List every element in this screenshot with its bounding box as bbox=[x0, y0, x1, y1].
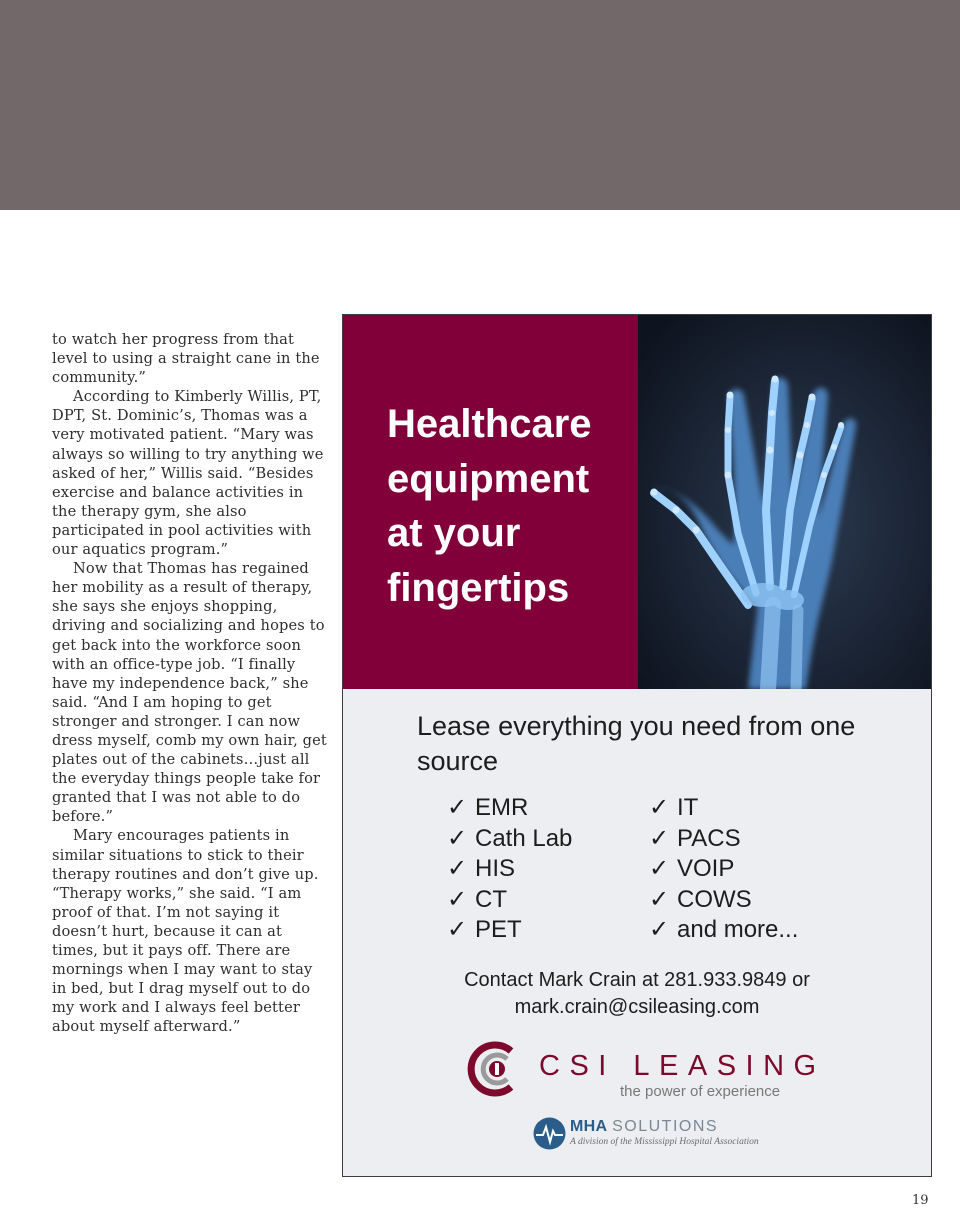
xray-hand-image bbox=[638, 315, 931, 689]
checklist-item bbox=[649, 915, 798, 946]
contact-email[interactable]: mark.crain@csileasing.com bbox=[514, 996, 760, 1018]
checkmark-icon: ✓ bbox=[447, 885, 468, 913]
ad-contact bbox=[343, 967, 931, 1021]
checklist-item bbox=[649, 793, 798, 824]
page-number: 19 bbox=[912, 1193, 929, 1208]
csi-logo-icon bbox=[467, 1039, 523, 1099]
checkmark-icon: ✓ bbox=[447, 855, 468, 882]
checkmark-icon: ✓ bbox=[649, 824, 670, 852]
checklist-item bbox=[447, 885, 572, 916]
checklist-item bbox=[649, 854, 798, 885]
article-paragraph: Mary encourages patients in similar situations to stick to their therapy routines and don’t give up. “Therapy works,” she said. “I am proof of that. I’m not saying it doesn’t hurt, because it can at times, but it pays off. There are mornings when I may want to stay in bed, but I drag myself out to do my work and I always feel better about myself afterward.” bbox=[52, 827, 319, 1036]
checklist-item-label: CT bbox=[475, 885, 507, 913]
partner-name bbox=[570, 1118, 718, 1136]
checklist-item bbox=[447, 915, 572, 946]
brand-tagline: the power of experience bbox=[620, 1083, 781, 1100]
checklist-item-label: COWS bbox=[677, 885, 752, 913]
checklist-item bbox=[649, 885, 798, 916]
checklist-item bbox=[447, 854, 572, 885]
article-paragraph: to watch her progress from that level to using a straight cane in the community.” bbox=[52, 331, 320, 387]
checklist-item-label: and more... bbox=[677, 916, 799, 943]
checklist-item-label: Cath Lab bbox=[475, 824, 573, 852]
contact-phone-line: Contact Mark Crain at 281.933.9849 or bbox=[464, 969, 810, 991]
mha-logo-icon bbox=[533, 1117, 566, 1150]
brand-name: CSI LEASING bbox=[539, 1050, 826, 1082]
partner-division: A division of the Mississippi Hospital Association bbox=[570, 1137, 759, 1147]
checklist-item-label: PET bbox=[475, 916, 522, 943]
checklist-item-label: IT bbox=[677, 794, 699, 821]
ad-checklist-right bbox=[649, 793, 798, 946]
ad-headline-panel bbox=[343, 315, 638, 689]
ad-lease-text: Lease everything you need from one source bbox=[417, 711, 856, 776]
partner-name-bold: MHA bbox=[570, 1118, 608, 1135]
article-paragraph: Now that Thomas has regained her mobility as a result of therapy, she says she enjoys shopping, driving and socializing and hopes to get back into the workforce soon with an office-type job. “I finally have my independence back,” she said. “And I am hoping to get stronger and stronger. I can now dress myself, comb my own hair, get plates out of the cabinets…just all the everyday things people take for granted that I was not able to do before.” bbox=[52, 560, 327, 826]
checklist-item-label: HIS bbox=[475, 855, 516, 882]
advertisement bbox=[342, 314, 932, 1177]
header-band bbox=[0, 0, 960, 210]
article-column bbox=[52, 330, 328, 1036]
checkmark-icon: ✓ bbox=[649, 885, 670, 913]
checklist-item-label: EMR bbox=[475, 794, 529, 821]
article-paragraph: According to Kimberly Willis, PT, DPT, St. Dominic’s, Thomas was a very motivated patient. “Mary was always so willing to try anything we asked of her,” Willis said. “Besides exercise and balance activities in the therapy gym, she also participated in pool activities with our aquatics program.” bbox=[52, 388, 324, 559]
partner-name-rest: SOLUTIONS bbox=[612, 1118, 719, 1135]
checkmark-icon: ✓ bbox=[649, 916, 670, 943]
checklist-item-label: PACS bbox=[677, 824, 741, 852]
checkmark-icon: ✓ bbox=[649, 855, 670, 882]
checklist-item bbox=[447, 793, 572, 824]
checkmark-icon: ✓ bbox=[447, 794, 468, 821]
checklist-item-label: VOIP bbox=[677, 855, 735, 882]
checkmark-icon: ✓ bbox=[649, 794, 670, 821]
checkmark-icon: ✓ bbox=[447, 824, 468, 852]
checklist-item bbox=[447, 824, 572, 855]
ad-checklist-left bbox=[447, 793, 572, 946]
checklist-item bbox=[649, 824, 798, 855]
checkmark-icon: ✓ bbox=[447, 916, 468, 943]
ad-headline: Healthcare equipment at your fingertips bbox=[387, 402, 592, 610]
